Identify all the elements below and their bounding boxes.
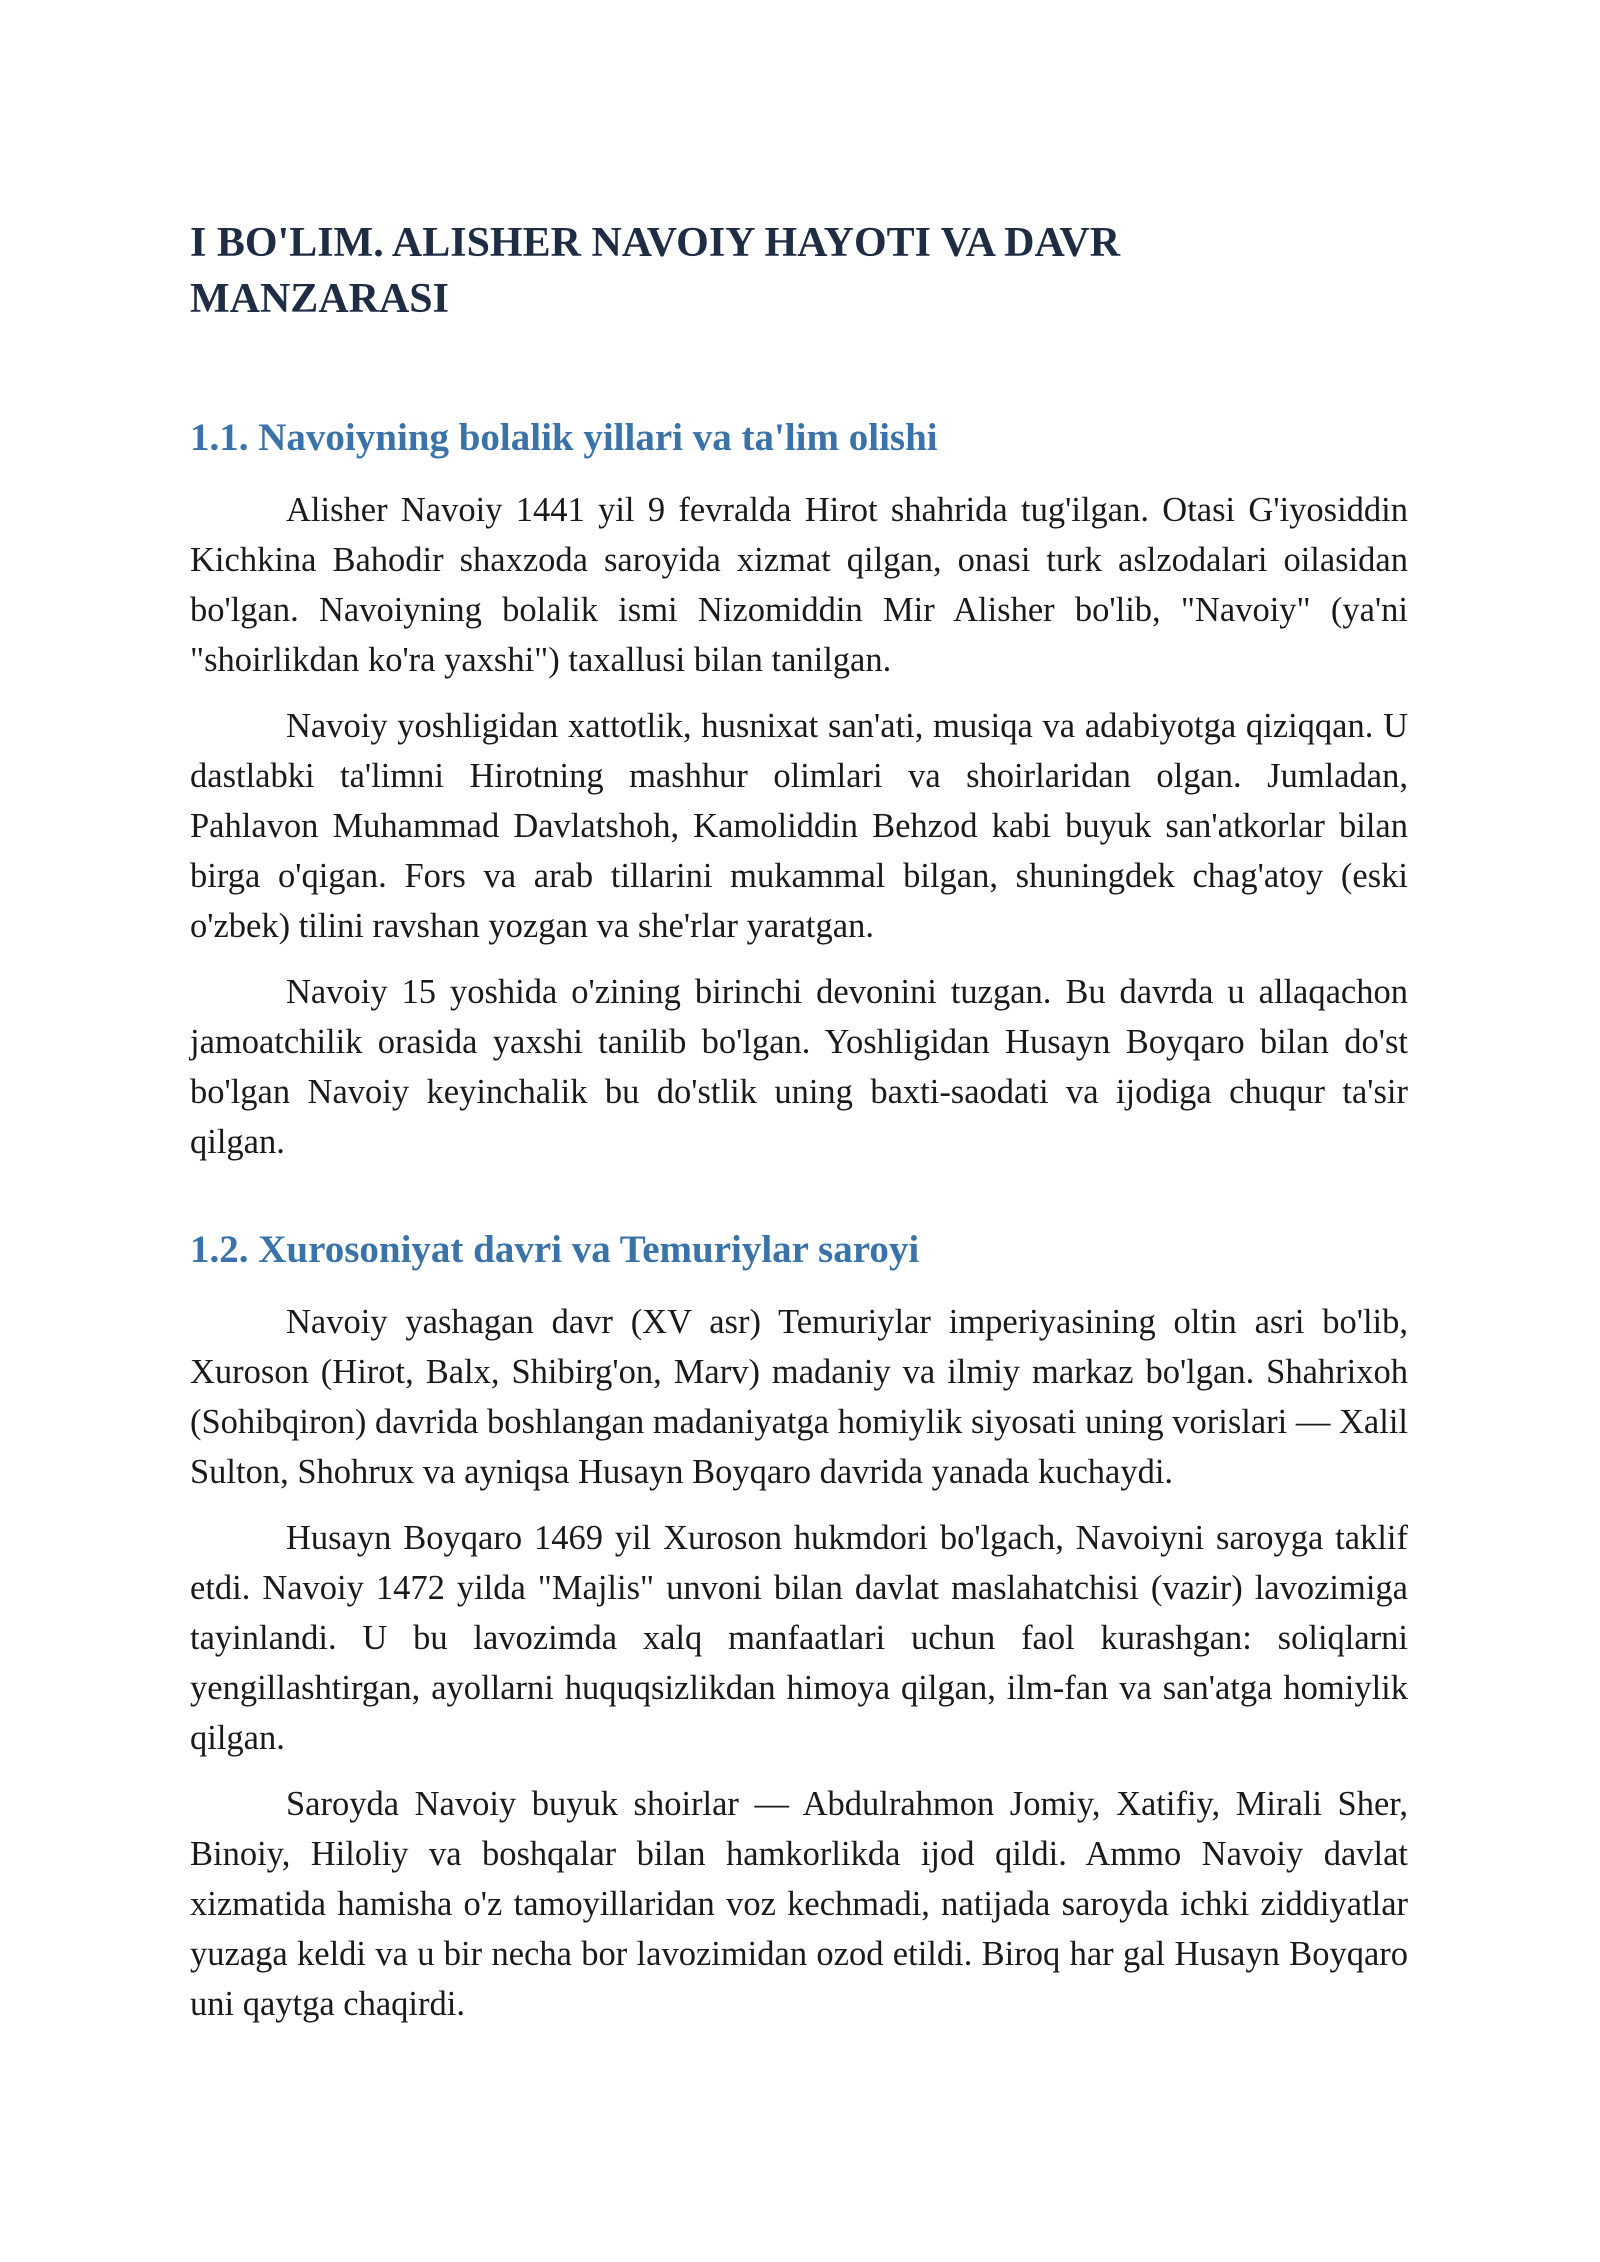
section-2: [190, 1225, 1408, 2029]
paragraph: Saroyda Navoiy buyuk shoirlar — Abdulrahmon Jomiy, Xatifiy, Mirali Sher, Binoiy, Hiloliy va boshqalar bilan hamkorlikda ijod qildi. Ammo Navoiy davlat xizmatida hamisha o'z tamoyillaridan voz kechmadi, natijada saroyda ichki ziddiyatlar yuzaga keldi va u bir necha bor lavozimidan ozod etildi. Biroq har gal Husayn Boyqaro uni qaytga chaqirdi.: [190, 1785, 1408, 2023]
section-1: [190, 413, 1408, 1167]
paragraph: Husayn Boyqaro 1469 yil Xuroson hukmdori bo'lgach, Navoiyni saroyga taklif etdi. Navoiy 1472 yilda "Majlis" unvoni bilan davlat maslahatchisi (vazir) lavozimiga tayinlandi. U bu lavozimda xalq manfaatlari uchun faol kurashgan: soliqlarni yengillashtirgan, ayollarni huquqsizlikdan himoya qilgan, ilm-fan va san'atga homiylik qilgan.: [190, 1519, 1408, 1757]
paragraph: Navoiy yashagan davr (XV asr) Temuriylar imperiyasining oltin asri bo'lib, Xuroson (Hirot, Balx, Shibirg'on, Marv) madaniy va ilmiy markaz bo'lgan. Shahrixoh (Sohibqiron) davrida boshlangan madaniyatga homiylik siyosati uning vorislari — Xalil Sulton, Shohrux va ayniqsa Husayn Boyqaro davrida yanada kuchaydi.: [190, 1303, 1408, 1491]
paragraph: Alisher Navoiy 1441 yil 9 fevralda Hirot shahrida tug'ilgan. Otasi G'iyosiddin Kichkina Bahodir shaxzoda saroyida xizmat qilgan, onasi turk aslzodalari oilasidan bo'lgan. Navoiyning bolalik ismi Nizomiddin Mir Alisher bo'lib, "Navoiy" (ya'ni "shoirlikdan ko'ra yaxshi") taxallusi bilan tanilgan.: [190, 491, 1408, 679]
paragraph: Navoiy yoshligidan xattotlik, husnixat san'ati, musiqa va adabiyotga qiziqqan. U dastlabki ta'limni Hirotning mashhur olimlari va shoirlaridan olgan. Jumladan, Pahlavon Muhammad Davlatshoh, Kamoliddin Behzod kabi buyuk san'atkorlar bilan birga o'qigan. Fors va arab tillarini mukammal bilgan, shuningdek chag'atoy (eski o'zbek) tilini ravshan yozgan va she'rlar yaratgan.: [190, 707, 1408, 945]
paragraph: Navoiy 15 yoshida o'zining birinchi devonini tuzgan. Bu davrda u allaqachon jamoatchilik orasida yaxshi tanilib bo'lgan. Yoshligidan Husayn Boyqaro bilan do'st bo'lgan Navoiy keyinchalik bu do'stlik uning baxti-saodati va ijodiga chuqur ta'sir qilgan.: [190, 973, 1408, 1161]
chapter-title: I BO'LIM. ALISHER NAVOIY HAYOTI VA DAVR MANZARASI: [190, 220, 1121, 322]
document-page: [190, 215, 1408, 2045]
section-title: 1.2. Xurosoniyat davri va Temuriylar saroyi: [190, 1228, 920, 1271]
section-title: 1.1. Navoiyning bolalik yillari va ta'lim olishi: [190, 416, 938, 459]
